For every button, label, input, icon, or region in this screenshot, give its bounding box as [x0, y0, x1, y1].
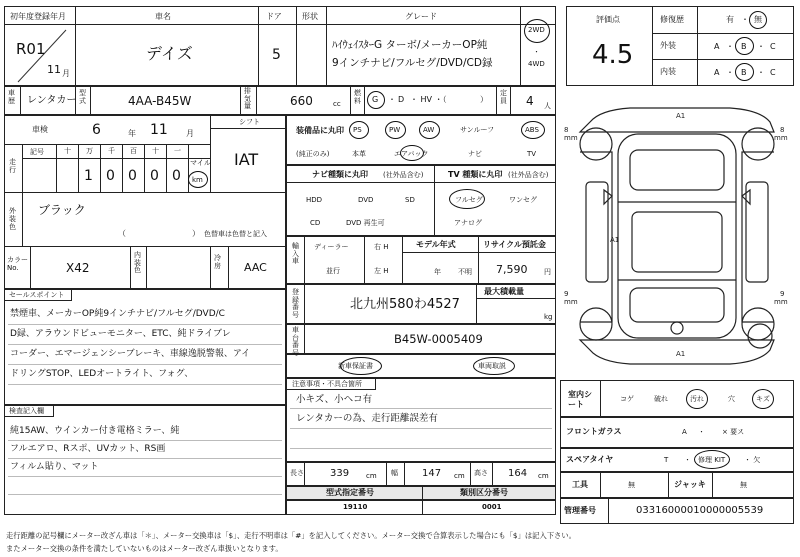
- navi-hdd: HDD: [306, 196, 323, 204]
- cc-unit: cc: [333, 100, 341, 108]
- model-year-unknown: 不明: [458, 268, 472, 276]
- tool-label: 工具: [572, 480, 588, 489]
- type-numbers-values: [286, 500, 556, 515]
- tag-owner-manual: 車両取説: [478, 362, 506, 370]
- navi-dvd-player: DVD 再生可: [346, 219, 385, 227]
- class-number-value: 0001: [482, 503, 502, 511]
- type-number-label: 型式指定番号: [326, 488, 374, 497]
- spare-tire-none: ・ 欠: [744, 456, 761, 464]
- width-label: 幅: [391, 469, 398, 477]
- car-name-label: 車名: [155, 12, 171, 21]
- diagram-label-top-right: 8: [780, 126, 785, 134]
- inspection-month: 11: [150, 122, 168, 138]
- first-reg-year: R01: [16, 40, 46, 58]
- mileage-digit: 1: [84, 168, 93, 184]
- door-count: 5: [272, 47, 281, 63]
- inspection-year-unit: 年: [128, 129, 136, 138]
- grade-line-1: ﾊｲｳｪｲｽﾀｰG ターボ/メーカーOP純: [332, 39, 488, 51]
- spare-tire-label: スペアタイヤ: [566, 455, 614, 464]
- recycle-yen: 円: [544, 268, 551, 276]
- mile-label: マイル: [190, 159, 211, 167]
- type-number-value: 19110: [343, 503, 368, 511]
- equip-aw: AW: [423, 126, 435, 134]
- sales-line-3: コーダー、エマージェンシーブレーキ、車線逸脱警報、アイ: [10, 349, 251, 359]
- diagram-mm-bottom-left: mm: [564, 298, 578, 306]
- km-unit: km: [192, 176, 203, 184]
- diagram-label-bottom-right: 9: [780, 290, 785, 298]
- chassis-label: 車台番号: [292, 326, 299, 358]
- mileage-symbol-label: 記号: [30, 148, 44, 156]
- fuel-g: G: [372, 95, 379, 104]
- import-dealer: ディーラー: [314, 243, 349, 251]
- tv-types-title: TV 種類に丸印: [448, 170, 503, 179]
- equip-abs: ABS: [525, 126, 539, 134]
- grade-label: グレード: [405, 12, 437, 21]
- sales-line-4: ドリングSTOP、LEDオートライト、フォグ、: [10, 369, 194, 379]
- equip-sunroof: サンルーフ: [460, 126, 495, 134]
- first-reg-month: 11: [47, 63, 61, 76]
- diagram-a1-mid: A1: [610, 236, 620, 244]
- height-cm: cm: [538, 472, 549, 480]
- first-reg-label: 初年度登録年月: [10, 12, 66, 21]
- navi-types-sub: (社外品含む): [383, 171, 424, 179]
- jack-value: 無: [740, 481, 747, 489]
- int-c: C: [770, 68, 776, 77]
- equip-ps: PS: [353, 126, 362, 134]
- model-value: 4AA-B45W: [128, 94, 192, 108]
- int-a: A: [714, 68, 720, 77]
- mileage-digit-label: 万: [86, 147, 93, 155]
- diagram-mm-top-right: mm: [774, 134, 788, 142]
- seat-scratch: キズ: [756, 395, 770, 403]
- fuel-hv: ・ HV ・（: [410, 95, 447, 104]
- navi-sd: SD: [405, 196, 415, 204]
- sales-points-frame: [4, 289, 286, 405]
- ac-value: AAC: [244, 261, 267, 274]
- spare-tire-kit: 修理 KIT: [698, 456, 726, 464]
- mileage-digit: 0: [150, 168, 159, 184]
- drive-dot: ・: [533, 48, 540, 56]
- color-paren-open: （: [118, 229, 126, 238]
- import-left: 左 H: [374, 267, 389, 275]
- mileage-digit: 0: [106, 168, 115, 184]
- length-label: 長さ: [290, 469, 304, 477]
- chassis-value: B45W-0005409: [394, 332, 483, 346]
- inspection-month-unit: 月: [186, 129, 194, 138]
- registration-value: 北九州580わ4527: [350, 297, 460, 312]
- inspector-notes-label: 検査記入欄: [9, 407, 44, 415]
- equip-pw: PW: [389, 126, 401, 134]
- inspection-label: 車検: [32, 125, 48, 134]
- interior-color-label: 内装色: [134, 251, 141, 275]
- interior-label: 内装: [660, 67, 676, 76]
- fuel-label: 燃料: [354, 89, 361, 105]
- repair-label: 修復歴: [660, 15, 684, 24]
- inspector-notes-frame: [4, 405, 286, 515]
- mileage-digit-label: 百: [130, 147, 137, 155]
- front-glass-dot: ・: [698, 428, 705, 436]
- seat-label: 室内シート: [568, 390, 592, 409]
- capacity-unit: 人: [544, 102, 551, 110]
- shift-value: IAT: [234, 150, 259, 169]
- spare-tire-t: T: [664, 456, 669, 464]
- drive-4wd: 4WD: [528, 60, 545, 68]
- month-unit: 月: [62, 69, 70, 78]
- seat-tear: 破れ: [654, 395, 668, 403]
- height-label: 高さ: [474, 469, 488, 477]
- tag-new-car-warranty: 新車保証書: [338, 362, 373, 370]
- sales-points-label: セールスポイント: [9, 291, 65, 299]
- tv-fullseg: フルセグ: [455, 196, 483, 204]
- mileage-digit-label: 一: [174, 147, 181, 155]
- seat-burn: コゲ: [620, 395, 634, 403]
- inspector-line-3: フィルム貼り、マット: [10, 462, 99, 472]
- damage-diagram-area: [560, 92, 794, 380]
- diagram-mm-top-left: mm: [564, 134, 578, 142]
- mileage-digit: 0: [172, 168, 181, 184]
- shift-label: シフト: [239, 118, 260, 126]
- width-cm: cm: [454, 472, 465, 480]
- max-load-label: 最大積載量: [484, 287, 524, 296]
- seat-hole: 穴: [728, 395, 735, 403]
- model-label: 型式: [79, 89, 86, 105]
- score-label: 評価点: [596, 15, 620, 24]
- ext-c: C: [770, 42, 776, 51]
- import-label: 輸入車: [292, 242, 299, 266]
- score-value: 4.5: [592, 40, 634, 70]
- front-glass-a: A: [682, 428, 687, 436]
- import-right: 右 H: [374, 243, 389, 251]
- max-load-kg: kg: [544, 313, 553, 321]
- mileage-digit: 0: [128, 168, 137, 184]
- registration-label: 登録番号: [292, 288, 299, 320]
- equip-tv: TV: [527, 150, 537, 158]
- notes-line-2: レンタカーの為、走行距離誤差有: [296, 413, 438, 424]
- equip-leather: 本革: [352, 150, 366, 158]
- shape-label: 形状: [302, 12, 318, 21]
- int-b: B: [741, 68, 747, 77]
- diagram-label-bottom-left: 9: [564, 290, 569, 298]
- capacity-value: 4: [526, 94, 534, 108]
- color-label: 外装色: [9, 207, 16, 232]
- color-no-value: X42: [66, 261, 90, 275]
- spare-tire-dot: ・: [684, 456, 691, 464]
- ext-b: B: [741, 42, 747, 51]
- fuel-close: ）: [480, 95, 488, 104]
- jack-label: ジャッキ: [674, 480, 706, 489]
- repair-yes: 有: [726, 15, 734, 24]
- tv-analog: アナログ: [454, 219, 482, 227]
- ext-a: A: [714, 42, 720, 51]
- diagram-label-top-left: 8: [564, 126, 569, 134]
- capacity-label: 定員: [500, 89, 507, 105]
- seat-dirty: 汚れ: [690, 395, 704, 403]
- car-diagram: [560, 92, 794, 380]
- management-value: 03316000010000005539: [636, 505, 764, 516]
- length-value: 339: [330, 468, 350, 479]
- footer-line-1: 走行距離の記号欄にメーター改ざん車は「＊」、メーター交換車は「$」、走行不明車は「#」を記入してください。メーター交換で合算表示した場合にも「$」は記入下さい。: [6, 531, 576, 540]
- notes-line-1: 小キズ、小ヘコ有: [296, 394, 373, 405]
- navi-types-title: ナビ種類に丸印: [312, 170, 368, 179]
- sales-line-2: D録、アラウンドビューモニター、ETC、純ドライブレ: [10, 329, 231, 339]
- equip-navi: ナビ: [468, 150, 482, 158]
- footer-line-2: またメーター交換の条件を満たしていないものはメーター改ざん車扱いとなります。: [6, 544, 283, 553]
- diagram-mm-bottom-right: mm: [774, 298, 788, 306]
- door-label: ドア: [266, 12, 282, 21]
- car-name: デイズ: [146, 44, 193, 63]
- mileage-label: 走行: [9, 158, 16, 175]
- sales-line-1: 禁煙車、メーカーOP純9インチナビ/フルセグ/DVD/C: [10, 309, 225, 319]
- grade-line-2: 9インチナビ/フルセグ/DVD/CD録: [332, 57, 493, 69]
- import-parallel: 並行: [326, 267, 340, 275]
- tool-value: 無: [628, 481, 635, 489]
- color-note: 色替車は色替と記入: [204, 230, 267, 238]
- drive-2wd: 2WD: [528, 26, 545, 34]
- fuel-d: D: [398, 95, 405, 104]
- exterior-label: 外装: [660, 41, 676, 50]
- mileage-digit-label: 千: [108, 147, 115, 155]
- inspection-year: 6: [92, 122, 101, 138]
- width-value: 147: [422, 468, 442, 479]
- diagram-a1-bottom: A1: [676, 350, 686, 358]
- color-no-label: カラーNo.: [7, 256, 28, 273]
- front-glass-x: × 要ス: [722, 428, 745, 436]
- tv-oneseg: ワンセグ: [509, 196, 537, 204]
- mileage-digit-label: 十: [64, 147, 71, 155]
- color-paren-close: ）: [192, 229, 200, 238]
- navi-dvd: DVD: [358, 196, 374, 204]
- diagram-a1-top: A1: [676, 112, 686, 120]
- inspector-line-2: フルエアロ、Rスポ、UVカット、RS画: [10, 444, 166, 454]
- category-label: 車歴: [8, 89, 15, 105]
- class-number-label: 類別区分番号: [460, 488, 508, 497]
- equipment-label: 装備品に丸印: [296, 126, 344, 135]
- model-year-unit: 年: [434, 268, 441, 276]
- height-value: 164: [508, 468, 528, 479]
- notes-label: 注意事項・不具合箇所: [292, 380, 362, 388]
- ac-label: 冷房: [214, 254, 221, 271]
- management-label: 管理番号: [564, 506, 596, 515]
- navi-cd: CD: [310, 219, 321, 227]
- tv-types-sub: (社外品含む): [508, 171, 549, 179]
- repair-no: 無: [754, 15, 762, 24]
- mileage-digit-label: 十: [152, 147, 159, 155]
- model-year-label: モデル年式: [416, 240, 456, 249]
- tags-frame: [286, 354, 556, 378]
- displacement-value: 660: [290, 94, 313, 108]
- recycle-value: 7,590: [496, 263, 528, 276]
- equipment-sub: (純正のみ): [296, 150, 330, 158]
- displacement-label: 排気量: [244, 87, 251, 111]
- category-value: レンタカー: [27, 95, 77, 106]
- equip-airbag: エアバック: [394, 150, 429, 158]
- auction-sheet: 初年度登録年月 車名 ドア 形状 グレード R01 11 月 デイズ 5 ﾊｲｳｪｲｽﾀｰG ターボ/メーカーOP純 9インチナビ/フルセグ/DVD/CD録 2WD ・ 4WD 評価点 4.5 修復歴 有 ・ 無 外装 A ・ B ・ C 内装 A ・ B ・ C 車歴 レンタカー 型式 4AA-B45W 排気量 660 cc 燃料 G ・ D ・ HV ・（ ） 定員 4 人 車検 6 年 11 月 シフト IAT 走行 記号 十 万 1 千 0 百 0 十 0 一 0 マイル km 外装色 ブラック （ ） 色替車は色替と記入 カラーNo. X42 内装色 冷房 AAC 装備品に丸印 (純正のみ) PS PW AW サンルーフ ABS 本革 エアバック ナビ TV ナビ種類に丸印 (社外品含む) HDD DVD SD CD DVD 再生可 TV 種類に丸印 (社外品含む) フルセグ ワンセグ アナログ 輸入車 ディーラー 並行 右 H 左 H モデル年式 年 不明 リサイクル預託金 7,590 円 登録番号 北九州580わ4527 最大積載量 kg 車台番号 B45W-0005409 新車保証書 車両取説 注意事項・不具合箇所 小キズ、小ヘコ有 レンタカーの為、走行距離誤差有 セールスポイント 禁煙車、メーカーOP純9インチナビ/フルセグ/DVD/C D録、アラウンドビューモニター、ETC、純ドライブレ コーダー、エマージェンシーブレーキ、車線逸脱警報、アイ ドリングSTOP、LEDオートライト、フォグ、 検査記入欄 純15AW、ウインカー付き電格ミラー、純 フルエアロ、Rスポ、UVカット、RS画 フィルム貼り、マット 長さ 339 cm 幅 147 cm 高さ 164 cm 型式指定番号 類別区分番号 19110 0001 8 mm 8 mm 9 mm 9 mm A1 A1 A1 室内シート コゲ 破れ 汚れ 穴 キズ フロントガラス A ・ × 要ス スペアタイヤ T ・ 修理 KIT ・ 欠 工具 無 ジャッキ 無 管理番号 03316000010000005539 走行距離の記号欄にメーター改ざん車は「＊」、メーター交換車は「$」、走行不明車は「#」を記入してください。メーター交換で合算表示した場合にも「$」は記入下さい。 またメーター交換の条件を満たしていないものはメーター改ざん車扱いとなります。: [0, 0, 800, 557]
- front-glass-label: フロントガラス: [566, 427, 622, 436]
- color-value: ブラック: [38, 203, 86, 217]
- length-cm: cm: [366, 472, 377, 480]
- inspector-line-1: 純15AW、ウインカー付き電格ミラー、純: [10, 426, 180, 436]
- recycle-label: リサイクル預託金: [483, 240, 546, 249]
